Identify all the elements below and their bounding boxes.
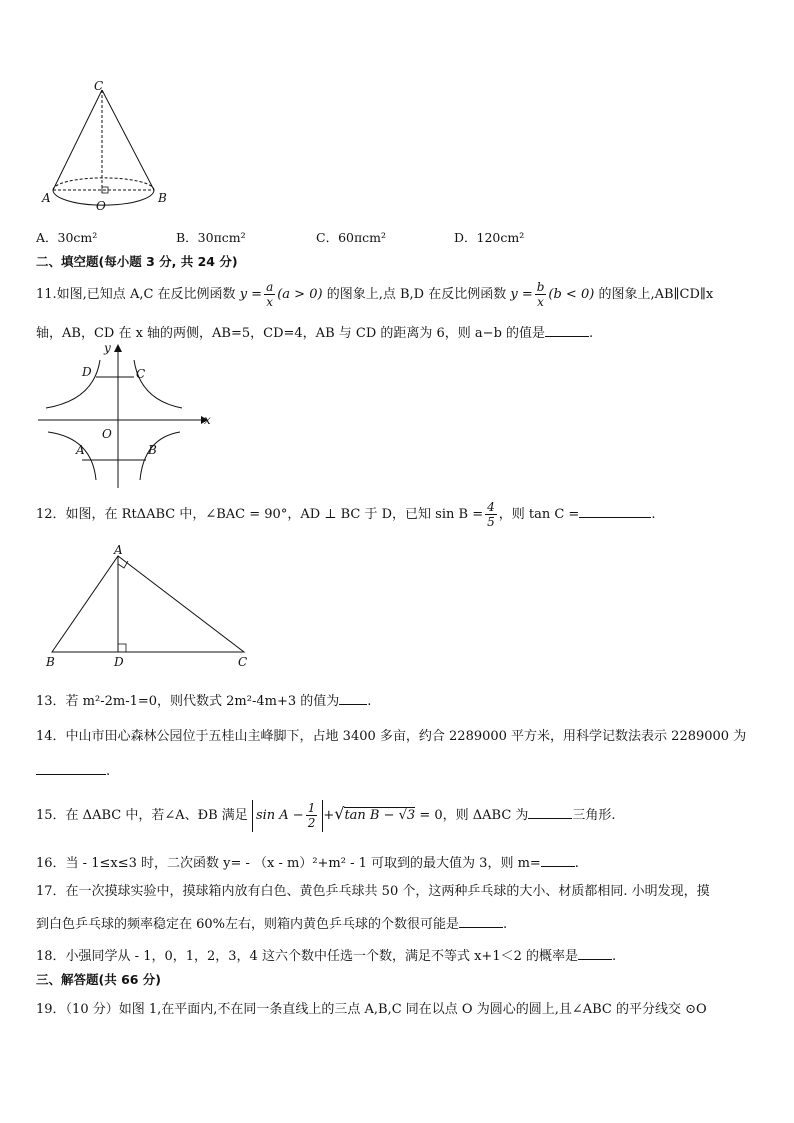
cone-label-a: A [42, 191, 51, 205]
tri-label-c: C [238, 655, 248, 669]
answer-blank-15[interactable] [528, 804, 572, 819]
triangle-figure [36, 542, 256, 670]
point-c-label: C [136, 367, 146, 381]
question-17-line2: 到白色乒乓球的频率稳定在 60%左右，则箱内黄色乒乓球的个数很可能是 . [36, 913, 507, 935]
point-a-label: A [76, 443, 85, 457]
point-d-label: D [82, 365, 92, 379]
question-11-line1: 11.如图,已知点 A,C 在反比例函数 y = $\frac{a}{x}$ (a > 0) 的图象上,点 B,D 在反比例函数 y = $\frac{b}{x}$ (b < 0) 的图象上,AB∥CD∥x [36, 280, 714, 309]
q10-options [36, 228, 524, 248]
question-13: 13．若 m²-2m-1=0，则代数式 2m²-4m+3 的值为 . [36, 690, 371, 712]
question-14-line1: 14．中山市田心森林公园位于五桂山主峰脚下，占地 3400 多亩，约合 2289000 平方米，用科学记数法表示 2289000 为 [36, 729, 747, 744]
tri-label-b: B [46, 655, 55, 669]
question-11-line2: 轴，AB，CD 在 x 轴的两侧，AB=5，CD=4，AB 与 CD 的距离为 6，则 a−b 的值是 . [36, 322, 593, 344]
answer-blank-18[interactable] [578, 945, 612, 960]
answer-blank-14[interactable] [36, 760, 106, 775]
axis-label-x: x [204, 413, 211, 427]
question-19: 19．（10 分）如图 1,在平面内,不在同一条直线上的三点 A,B,C 同在以点 O 为圆心的圆上,且∠ABC 的平分线交 ⊙O [36, 1002, 707, 1017]
question-12: 12．如图，在 RtΔABC 中，∠BAC = 90°，AD ⊥ BC 于 D，已知 sin B = $\frac{4}{5}$ ，则 tan C = . [36, 500, 656, 529]
answer-blank-12[interactable] [579, 503, 651, 518]
cone-label-b: B [158, 191, 167, 205]
answer-blank-13[interactable] [339, 690, 367, 705]
tri-label-d: D [114, 655, 124, 669]
cone-label-o: O [96, 199, 106, 213]
origin-label: O [102, 427, 112, 441]
hyperbola-figure [36, 340, 226, 490]
question-16: 16．当 - 1≤x≤3 时，二次函数 y= - （x - m）²+m² - 1 可取到的最大值为 3，则 m= . [36, 852, 579, 874]
tri-label-a: A [114, 543, 123, 557]
option-a: A．30cm² [36, 230, 98, 245]
option-c: C．60πcm² [316, 230, 387, 245]
answer-blank-17[interactable] [459, 913, 503, 928]
axis-label-y: y [104, 341, 111, 355]
option-b: B．30πcm² [176, 230, 246, 245]
answer-blank-11[interactable] [545, 322, 589, 337]
cone-label-c: C [94, 79, 104, 93]
question-17-line1: 17．在一次摸球实验中，摸球箱内放有白色、黄色乒乓球共 50 个，这两种乒乓球的大小、材质都相同. 小明发现，摸 [36, 884, 710, 899]
option-d: D．120cm² [454, 230, 525, 245]
section-fill-in-title: 二、填空题(每小题 3 分, 共 24 分) [36, 254, 238, 269]
point-b-label: B [148, 443, 157, 457]
question-15: 15．在 ΔABC 中，若∠A、ÐB 满足 sin A − $\frac{1}{2}$ +√tan B − √3 = 0，则 ΔABC 为 三角形. [36, 800, 616, 830]
question-14-line2: . [36, 760, 110, 782]
section-answer-title: 三、解答题(共 66 分) [36, 972, 162, 987]
cone-figure [36, 78, 176, 218]
answer-blank-16[interactable] [541, 852, 575, 867]
question-18: 18．小强同学从 - 1，0，1，2，3，4 这六个数中任选一个数，满足不等式 x+1＜2 的概率是 . [36, 945, 616, 967]
